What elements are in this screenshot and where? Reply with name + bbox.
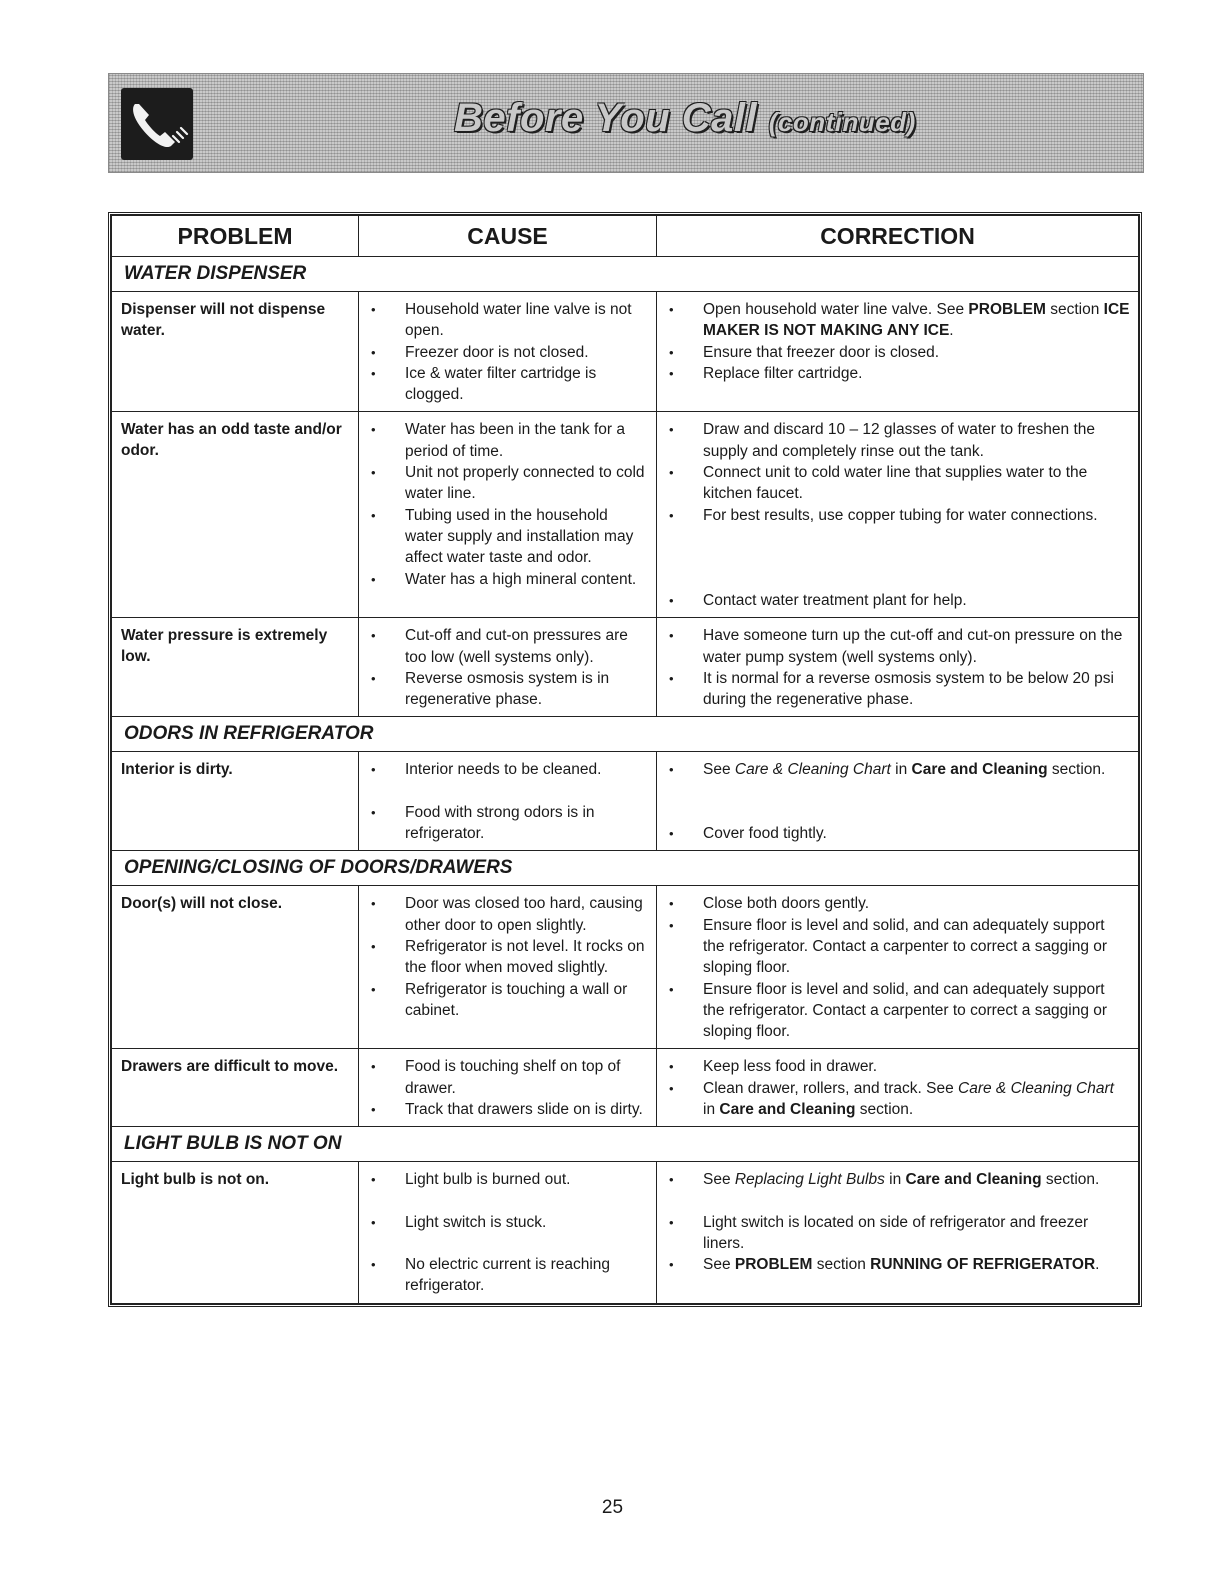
correction-cell: [657, 886, 1139, 1049]
cause-cell: [359, 618, 657, 717]
cause-cell: [359, 886, 657, 1049]
cause-item: • Reverse osmosis system is in regenerative phase.: [359, 668, 648, 711]
correction-item: • For best results, use copper tubing for water connections.: [657, 505, 1130, 526]
correction-item: • Connect unit to cold water line that supplies water to the kitchen faucet.: [657, 462, 1130, 505]
cause-item: • Refrigerator is touching a wall or cabinet.: [359, 979, 648, 1022]
cause-cell: [359, 412, 657, 618]
cause-cell: [359, 1162, 657, 1303]
cause-cell: [359, 752, 657, 851]
column-header-correction: CORRECTION: [657, 216, 1139, 257]
table-row: [112, 886, 1139, 1049]
cause-item: • Food with strong odors is in refrigerator.: [359, 802, 648, 845]
cause-item: • Water has a high mineral content.: [359, 569, 648, 590]
cause-item: • Ice & water filter cartridge is clogged.: [359, 363, 648, 406]
correction-item: • It is normal for a reverse osmosis system to be below 20 psi during the regenerative phase.: [657, 668, 1130, 711]
section-header-row: [112, 851, 1139, 886]
correction-cell: [657, 1049, 1139, 1127]
problem-cell: Door(s) will not close.: [112, 886, 359, 1049]
cause-list: [359, 752, 656, 850]
correction-item: • Keep less food in drawer.: [657, 1056, 1130, 1077]
table-row: [112, 752, 1139, 851]
cause-list: [359, 618, 656, 716]
correction-list: [657, 412, 1138, 617]
correction-item: • Open household water line valve. See PROBLEM section ICE MAKER IS NOT MAKING ANY ICE.: [657, 299, 1130, 342]
cause-cell: [359, 1049, 657, 1127]
cause-list: [359, 886, 656, 1027]
correction-item: • Cover food tightly.: [657, 823, 1130, 844]
section-title: LIGHT BULB IS NOT ON: [112, 1127, 1139, 1162]
correction-item: • See PROBLEM section RUNNING OF REFRIGERATOR.: [657, 1254, 1130, 1275]
correction-item: • Ensure floor is level and solid, and can adequately support the refrigerator. Contact a carpenter to correct a sagging or sloping floor.: [657, 915, 1130, 979]
correction-list: [657, 618, 1138, 716]
cause-item: • Unit not properly connected to cold water line.: [359, 462, 648, 505]
correction-item: • Draw and discard 10 – 12 glasses of water to freshen the supply and completely rinse out the tank.: [657, 419, 1130, 462]
section-header-row: [112, 257, 1139, 292]
cause-item: • Interior needs to be cleaned.: [359, 759, 648, 780]
correction-list: [657, 1162, 1138, 1281]
correction-cell: [657, 292, 1139, 412]
correction-list: [657, 752, 1138, 850]
correction-item: • Have someone turn up the cut-off and cut-on pressure on the water pump system (well systems only).: [657, 625, 1130, 668]
cause-item: • Household water line valve is not open.: [359, 299, 648, 342]
table-row: [112, 292, 1139, 412]
table-row: [112, 1162, 1139, 1303]
column-header-cause: CAUSE: [359, 216, 657, 257]
section-header-row: [112, 1127, 1139, 1162]
section-title: WATER DISPENSER: [112, 257, 1139, 292]
cause-item: • Tubing used in the household water supply and installation may affect water taste and odor.: [359, 505, 648, 569]
cause-cell: [359, 292, 657, 412]
correction-cell: [657, 1162, 1139, 1303]
correction-list: [657, 292, 1138, 390]
correction-list: [657, 886, 1138, 1048]
table-header-row: [112, 216, 1139, 257]
problem-cell: Water pressure is extremely low.: [112, 618, 359, 717]
cause-list: [359, 412, 656, 595]
correction-item: • See Care & Cleaning Chart in Care and Cleaning section.: [657, 759, 1130, 780]
problem-cell: Dispenser will not dispense water.: [112, 292, 359, 412]
problem-cell: Interior is dirty.: [112, 752, 359, 851]
cause-item: • Light bulb is burned out.: [359, 1169, 648, 1190]
correction-cell: [657, 618, 1139, 717]
cause-item: • Light switch is stuck.: [359, 1212, 648, 1233]
troubleshooting-table: [111, 215, 1139, 1304]
cause-item: • Refrigerator is not level. It rocks on the floor when moved slightly.: [359, 936, 648, 979]
header-banner: [108, 73, 1144, 173]
correction-item: • Light switch is located on side of refrigerator and freezer liners.: [657, 1212, 1130, 1255]
cause-item: • Food is touching shelf on top of drawer.: [359, 1056, 648, 1099]
cause-list: [359, 1049, 656, 1126]
problem-cell: Drawers are difficult to move.: [112, 1049, 359, 1127]
page-title-main: Before You Call: [454, 96, 758, 140]
troubleshooting-table-frame: [108, 212, 1142, 1307]
correction-item: • Replace filter cartridge.: [657, 363, 1130, 384]
section-title: ODORS IN REFRIGERATOR: [112, 717, 1139, 752]
cause-item: • Freezer door is not closed.: [359, 342, 648, 363]
correction-list: [657, 1049, 1138, 1126]
correction-item: • Close both doors gently.: [657, 893, 1130, 914]
cause-item: • Door was closed too hard, causing other door to open slightly.: [359, 893, 648, 936]
page-number: 25: [601, 1497, 624, 1518]
correction-cell: [657, 752, 1139, 851]
correction-item: • Ensure that freezer door is closed.: [657, 342, 1130, 363]
page-title: [454, 96, 916, 141]
cause-item: • Water has been in the tank for a period of time.: [359, 419, 648, 462]
telephone-handset-icon: [121, 88, 193, 160]
cause-item: • Track that drawers slide on is dirty.: [359, 1099, 648, 1120]
correction-item: • Ensure floor is level and solid, and can adequately support the refrigerator. Contact a carpenter to correct a sagging or sloping floor.: [657, 979, 1130, 1043]
cause-item: • No electric current is reaching refrigerator.: [359, 1254, 648, 1297]
table-row: [112, 1049, 1139, 1127]
section-header-row: [112, 717, 1139, 752]
page-title-continued: (continued): [768, 107, 916, 137]
table-row: [112, 412, 1139, 618]
cause-item: • Cut-off and cut-on pressures are too low (well systems only).: [359, 625, 648, 668]
correction-item: • Clean drawer, rollers, and track. See Care & Cleaning Chart in Care and Cleaning section.: [657, 1078, 1130, 1121]
column-header-problem: PROBLEM: [112, 216, 359, 257]
section-title: OPENING/CLOSING OF DOORS/DRAWERS: [112, 851, 1139, 886]
table-row: [112, 618, 1139, 717]
cause-list: [359, 292, 656, 411]
correction-cell: [657, 412, 1139, 618]
problem-cell: Water has an odd taste and/or odor.: [112, 412, 359, 618]
correction-item: • Contact water treatment plant for help.: [657, 590, 1130, 611]
problem-cell: Light bulb is not on.: [112, 1162, 359, 1303]
correction-item: • See Replacing Light Bulbs in Care and Cleaning section.: [657, 1169, 1130, 1190]
cause-list: [359, 1162, 656, 1302]
